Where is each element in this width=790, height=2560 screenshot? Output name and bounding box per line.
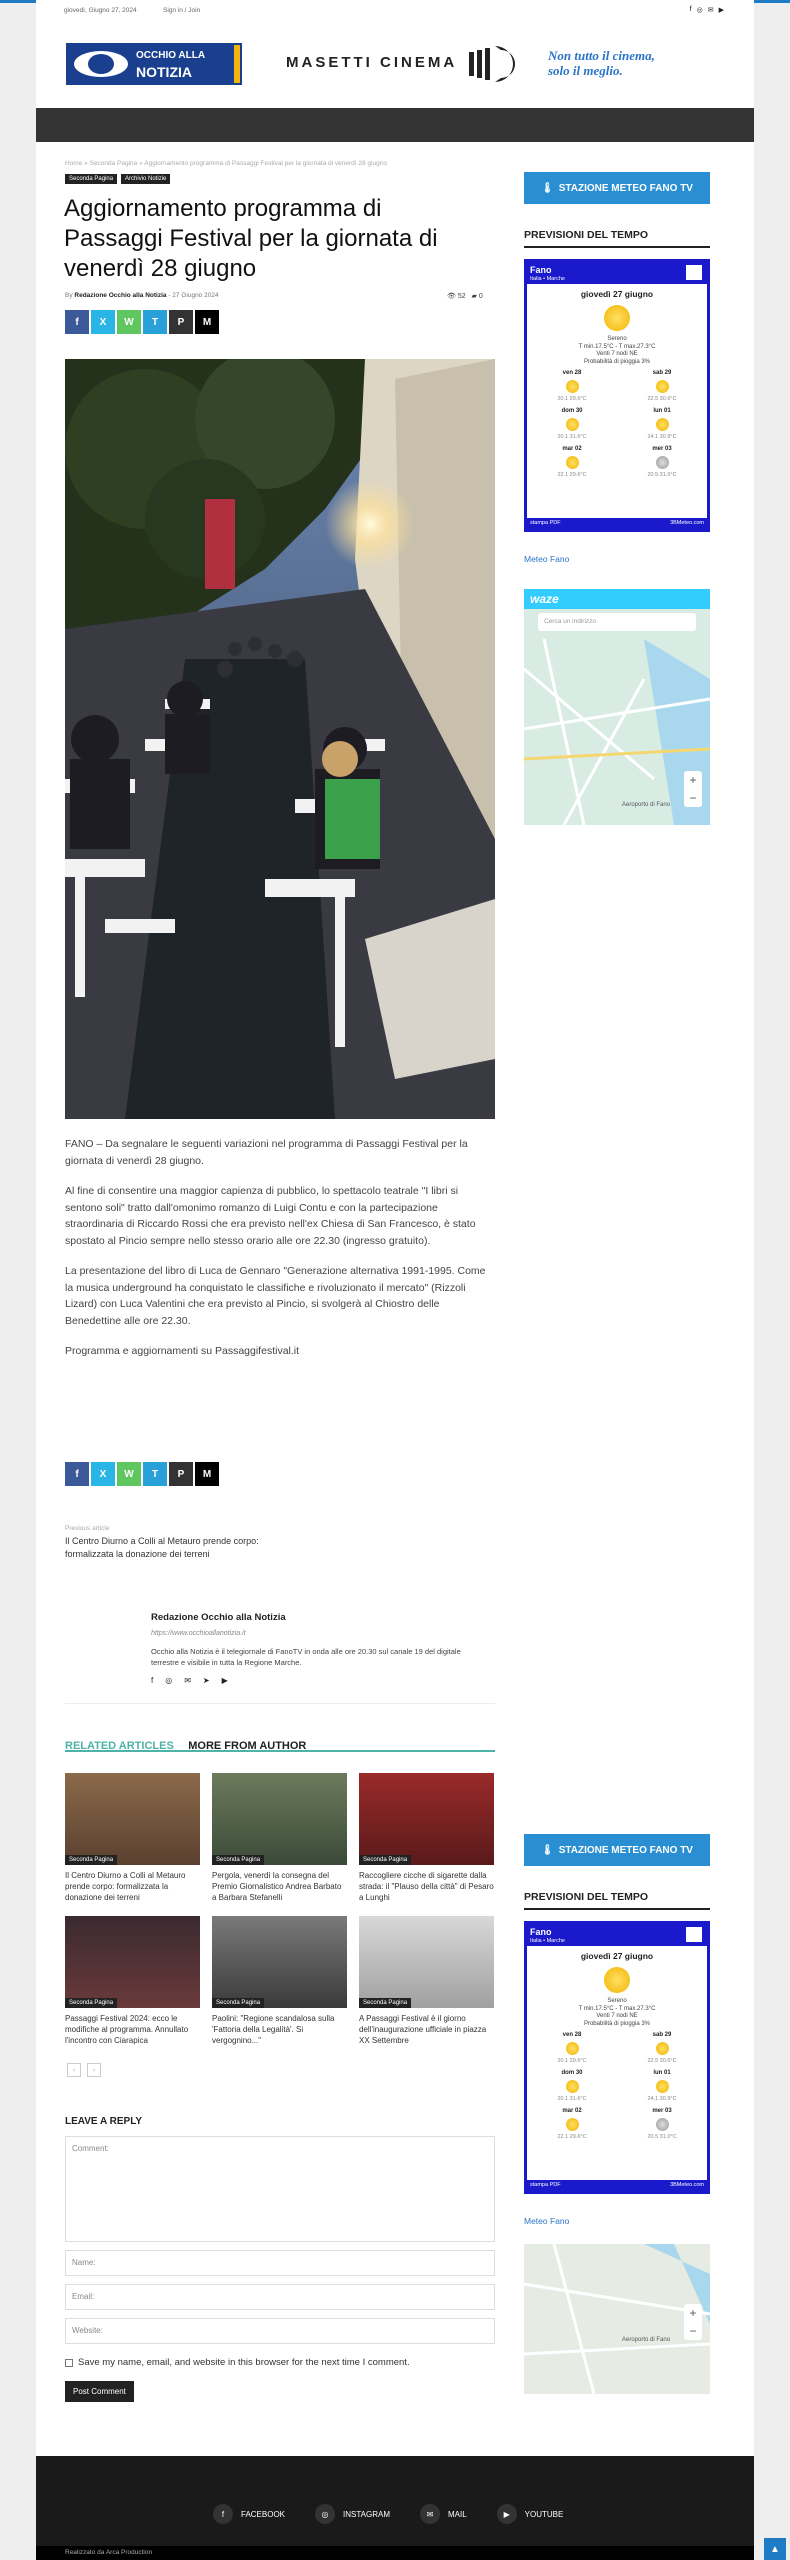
footer-social — [213, 2504, 563, 2524]
related-item[interactable] — [212, 1916, 347, 2051]
share-whatsapp-icon[interactable]: W — [117, 310, 141, 334]
footer-mail-link[interactable]: ✉ MAIL — [420, 2504, 467, 2524]
film-logo-icon — [467, 44, 527, 84]
weather-widget[interactable]: Fano Italia • Marche giovedì 27 giugno Sereno T min.17.5°C - T max.27.3°C Venti 7 nodi NE Probabilità di pioggia 3% ven 28 20.1 29.6°C sab 29 22.5 30.6°C dom 30 20.1 31.6°C lun 01 24.1 30.9°C mar 02 22.1 29.6°C mer 03 20.5 31.0°C stampa PDF 3BMeteo.com — [524, 1921, 710, 2194]
main-navbar — [36, 108, 754, 142]
next-page-icon[interactable]: › — [87, 2063, 101, 2077]
ad-banner-masetti[interactable] — [282, 40, 712, 88]
thermometer-icon: 🌡 — [541, 182, 554, 194]
share-facebook-icon[interactable]: f — [65, 310, 89, 334]
instagram-icon: ◎ — [315, 2504, 335, 2524]
share-telegram-icon[interactable]: T — [143, 1462, 167, 1486]
related-thumbnail[interactable]: Seconda Pagina — [212, 1916, 347, 2008]
youtube-icon: ▶ — [497, 2504, 517, 2524]
forecast-day: sab 29 22.5 30.6°C — [647, 370, 677, 402]
tag-seconda-pagina[interactable]: Seconda Pagina — [65, 174, 117, 184]
waze-map[interactable]: waze Cerca un indirizzo + − Aeroporto di Fano — [524, 589, 710, 825]
forecast-heading: PREVISIONI DEL TEMPO — [524, 229, 710, 248]
prev-page-icon[interactable]: ‹ — [67, 2063, 81, 2077]
facebook-icon: f — [213, 2504, 233, 2524]
facebook-icon[interactable]: f — [689, 6, 692, 13]
sun-icon — [566, 2042, 579, 2055]
site-logo[interactable] — [66, 43, 242, 85]
share-x-icon[interactable]: X — [91, 310, 115, 334]
cloud-icon — [656, 456, 669, 469]
category-tags — [65, 174, 170, 184]
author-link[interactable]: Redazione Occhio alla Notizia — [74, 292, 167, 299]
zoom-controls[interactable]: + − — [684, 2304, 702, 2340]
article-meta: By Redazione Occhio alla Notizia - 27 Giugno 2024 — [65, 292, 219, 299]
map-roads — [524, 2244, 710, 2394]
sun-icon — [656, 380, 669, 393]
youtube-icon[interactable]: ▶ — [221, 1676, 228, 1685]
top-bar — [36, 3, 754, 20]
comment-textarea[interactable]: Comment: — [65, 2136, 495, 2242]
email-field[interactable]: Email: — [65, 2284, 495, 2310]
share-bar-top — [65, 310, 219, 334]
3bmeteo-logo-icon — [686, 1927, 702, 1942]
article-body — [65, 1136, 489, 1374]
meteo-banner[interactable]: 🌡 STAZIONE METEO FANO TV — [524, 1834, 710, 1866]
3bmeteo-logo-icon — [686, 265, 702, 280]
save-info-checkbox[interactable]: Save my name, email, and website in this browser for the next time I comment. — [65, 2357, 410, 2368]
today-label: giovedì 27 giugno — [580, 289, 654, 299]
sidebar-top — [524, 172, 710, 825]
current-date: giovedì, Giugno 27, 2024 — [64, 7, 137, 14]
author-name[interactable]: Redazione Occhio alla Notizia — [151, 1612, 286, 1623]
forecast-day: mar 02 22.1 29.6°C — [557, 446, 587, 478]
mail-icon[interactable]: ✉ — [184, 1676, 191, 1685]
share-facebook-icon[interactable]: f — [65, 1462, 89, 1486]
weather-widget[interactable]: Fano Italia • Marche giovedì 27 giugno Sereno T min.17.5°C - T max.27.3°C Venti 7 nodi NE Probabilità di pioggia 3% ven 28 20.1 29.6°C sab 29 22.5 30.6°C dom 30 20.1 31.6°C lun 01 24.1 30.9°C mar 02 22.1 29.6°C mer 03 20.5 31.0°C stampa PDF 3BMeteo.com — [524, 259, 710, 532]
related-thumbnail[interactable]: Seconda Pagina — [65, 1773, 200, 1865]
footer-youtube-link[interactable]: ▶ YOUTUBE — [497, 2504, 564, 2524]
forecast-day: mer 03 20.5 31.0°C — [647, 446, 677, 478]
tab-more-from-author[interactable]: MORE FROM AUTHOR — [188, 1740, 307, 1752]
banner-brand: MASETTI CINEMA — [286, 54, 458, 71]
stampa-pdf-link[interactable]: stampa PDF — [530, 520, 561, 526]
author-box — [65, 1594, 495, 1704]
article-paragraph: FANO – Da segnalare le seguenti variazioni nel programma di Passaggi Festival per la giornata di venerdì 28 giugno. — [65, 1138, 468, 1167]
author-description: Occhio alla Notizia è il telegiornale di FanoTV in onda alle ore 20.30 sul canale 19 del digitale terrestre e visibile in tutta la Regione Marche. — [151, 1647, 461, 1667]
article-paragraph: Programma e aggiornamenti su Passaggifestival.it — [65, 1345, 300, 1357]
related-grid — [65, 1773, 495, 2051]
forecast-heading: PREVISIONI DEL TEMPO — [524, 1891, 710, 1910]
sun-icon — [656, 2080, 669, 2093]
checkbox-icon[interactable] — [65, 2359, 73, 2367]
sign-in-link[interactable]: Sign in / Join — [163, 7, 201, 14]
sun-icon — [566, 418, 579, 431]
post-comment-button[interactable]: Post Comment — [65, 2381, 134, 2402]
copyright: Realizzato da Arca Production — [36, 2546, 754, 2560]
eye-icon: 👁 — [447, 293, 456, 300]
sun-icon — [566, 2118, 579, 2131]
cloud-icon — [656, 2118, 669, 2131]
share-x-icon[interactable]: X — [91, 1462, 115, 1486]
sun-icon — [566, 456, 579, 469]
related-pager — [67, 2063, 101, 2077]
reply-heading: LEAVE A REPLY — [65, 2116, 143, 2127]
telegram-icon[interactable]: ➤ — [202, 1676, 210, 1685]
back-to-top-icon[interactable]: ▲ — [764, 2538, 786, 2560]
related-item[interactable] — [359, 1916, 494, 2051]
share-telegram-icon[interactable]: T — [143, 310, 167, 334]
map-roads — [524, 639, 710, 825]
forecast-days — [527, 370, 707, 478]
related-title[interactable]: Pergola, venerdì la consegna del Premio Giornalistico Andrea Barbato a Barbara Stefanelli — [212, 1871, 342, 1902]
top-social-icons — [690, 6, 724, 14]
sun-icon — [604, 305, 630, 331]
related-title[interactable]: Raccogliere cicche di sigarette dalla strada: il "Plauso della città" di Pesaro a Lunghi — [359, 1871, 494, 1902]
thermometer-icon: 🌡 — [541, 1844, 554, 1856]
google-map[interactable]: + − Aeroporto di Fano — [524, 2244, 710, 2394]
meteo-fano-link[interactable]: Meteo Fano — [524, 2216, 570, 2226]
mail-icon: ✉ — [420, 2504, 440, 2524]
article-title: Aggiornamento programma di Passaggi Festival per la giornata di venerdì 28 giugno — [64, 195, 438, 282]
youtube-icon[interactable]: ▶ — [718, 7, 724, 14]
comments-count[interactable]: 0 — [478, 293, 483, 300]
share-bar-bottom — [65, 1462, 219, 1486]
instagram-icon[interactable]: ◎ — [165, 1676, 173, 1685]
related-title[interactable]: Il Centro Diurno a Colli al Metauro prende corpo: formalizzata la donazione dei terreni — [65, 1871, 186, 1902]
article-paragraph: Al fine di consentire una maggior capienza di pubblico, lo spettacolo teatrale "I libri si sentono soli" tratto dall'omonimo romanzo di Luigi Contu e con la partecipazione straordinaria di Riccardo Rossi che era previsto nell'ex Chiesa di San Francesco, è stato spostato al Pincio sempre nello stesso orario alle ore 22.30 (ingresso gratuito). — [65, 1185, 476, 1247]
article-counts — [447, 292, 483, 300]
related-item[interactable] — [65, 1916, 200, 2051]
article-date: - 27 Giugno 2024 — [168, 292, 219, 299]
meteo-fano-link[interactable]: Meteo Fano — [524, 554, 570, 564]
zoom-controls[interactable]: + − — [684, 771, 702, 807]
author-url[interactable]: https://www.occhioallanotizia.it — [151, 1630, 246, 1637]
related-item[interactable] — [359, 1773, 494, 1908]
avatar — [85, 1610, 145, 1670]
related-title[interactable]: Passaggi Festival 2024: ecco le modifiche al programma. Annullato l'incontro con Ciarapica — [65, 2014, 189, 2045]
related-thumbnail[interactable]: Seconda Pagina — [359, 1916, 494, 2008]
comment-icon[interactable]: ▰ — [471, 293, 477, 300]
tag-archivio[interactable]: Archivio Notizie — [121, 174, 170, 184]
author-social — [151, 1676, 228, 1685]
related-tabs — [65, 1736, 495, 1752]
banner-slogan: Non tutto il cinema, solo il meglio. — [548, 48, 655, 78]
article-paragraph: La presentazione del libro di Luca de Gennaro "Generazione alternativa 1991-1995. Come la musica underground ha conquistato le classifiche e rivoluzionato il mercato" (Rizzoli Lizard) con Luca Valentini che era previsto al Pincio, si svolgerà al Chiostro delle Benedettine alle ore 22.30. — [65, 1265, 486, 1327]
mail-icon[interactable]: ✉ — [707, 7, 714, 14]
forecast-day: dom 30 20.1 31.6°C — [557, 408, 587, 440]
forecast-day: ven 28 20.1 29.6°C — [557, 370, 587, 402]
related-title[interactable]: A Passaggi Festival è il giorno dell'inaugurazione ufficiale in piazza XX Settembre — [359, 2014, 487, 2045]
related-item[interactable] — [65, 1773, 200, 1908]
related-thumbnail[interactable]: Seconda Pagina — [65, 1916, 200, 2008]
sun-icon — [656, 418, 669, 431]
previous-label: Previous article — [65, 1525, 110, 1532]
sun-icon — [566, 380, 579, 393]
previous-title[interactable]: Il Centro Diurno a Colli al Metauro prende corpo: formalizzata la donazione dei terreni — [65, 1536, 259, 1559]
sidebar-bottom — [524, 1834, 710, 2394]
tab-related-articles[interactable]: RELATED ARTICLES — [65, 1740, 174, 1752]
breadcrumb[interactable]: Home » Seconda Pagina » Aggiornamento programma di Passaggi Festival per la giornata di venerdì 28 giugno — [65, 160, 387, 167]
article-photo — [65, 359, 495, 1119]
today-conditions: Sereno T min.17.5°C - T max.27.3°C Venti 7 nodi NE Probabilità di pioggia 3% — [578, 336, 656, 365]
logo-text: OCCHIO ALLA NOTIZIA — [136, 50, 206, 80]
sun-icon — [566, 2080, 579, 2093]
meteo-banner[interactable]: 🌡 STAZIONE METEO FANO TV — [524, 172, 710, 204]
related-thumbnail[interactable]: Seconda Pagina — [359, 1773, 494, 1865]
previous-article[interactable] — [65, 1525, 305, 1561]
forecast-day: lun 01 24.1 30.9°C — [647, 408, 677, 440]
views-count: 52 — [457, 293, 466, 300]
share-print-icon[interactable]: P — [169, 310, 193, 334]
share-print-icon[interactable]: P — [169, 1462, 193, 1486]
name-field[interactable]: Name: — [65, 2250, 495, 2276]
related-item[interactable] — [212, 1773, 347, 1908]
facebook-icon[interactable]: f — [151, 1676, 154, 1685]
waze-search-input[interactable]: Cerca un indirizzo — [538, 613, 696, 631]
share-email-icon[interactable]: M — [195, 310, 219, 334]
share-whatsapp-icon[interactable]: W — [117, 1462, 141, 1486]
website-field[interactable]: Website: — [65, 2318, 495, 2344]
share-email-icon[interactable]: M — [195, 1462, 219, 1486]
eye-logo-icon — [74, 51, 128, 77]
instagram-icon[interactable]: ◎ — [696, 7, 703, 14]
related-title[interactable]: Paolini: "Regione scandalosa sulla 'Fattoria della Legalità'. Si vergognino..." — [212, 2014, 335, 2045]
footer-instagram-link[interactable]: ◎ INSTAGRAM — [315, 2504, 390, 2524]
related-thumbnail[interactable]: Seconda Pagina — [212, 1773, 347, 1865]
sun-icon — [604, 1967, 630, 1993]
sun-icon — [656, 2042, 669, 2055]
footer — [36, 2456, 754, 2560]
footer-facebook-link[interactable]: f FACEBOOK — [213, 2504, 285, 2524]
